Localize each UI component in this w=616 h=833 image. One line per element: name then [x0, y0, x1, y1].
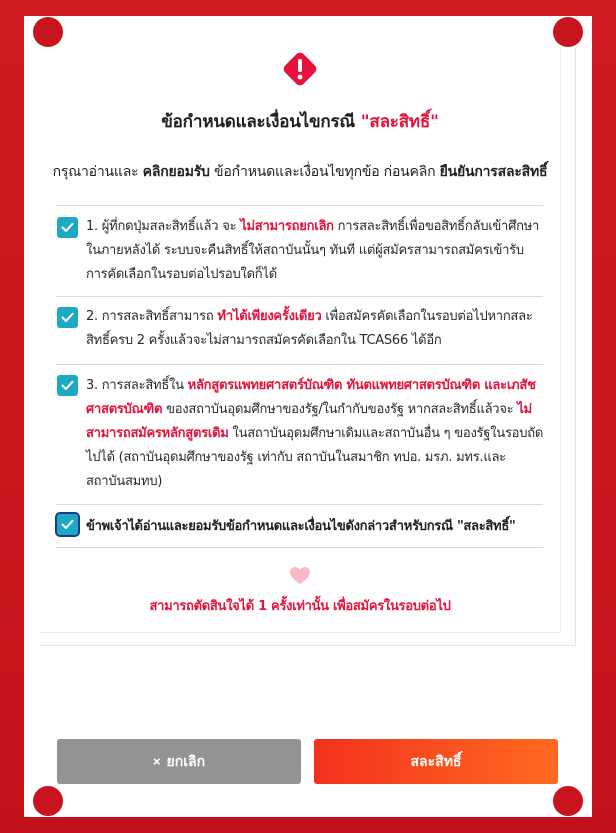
term-segment: การสละสิทธิ์เพื่อขอสิทธิ์กลับเข้าศึกษาในภายหลังได้ ระบบจะคืนสิทธิ์ให้สถาบันนั้นๆ ทันที แต่ผู้สมัครสามารถสมัครเข้ารับการคัดเลือกในรอบต่อไปรอบใดก็ได้: [86, 219, 540, 282]
subtitle-emphasis: คลิกยอมรับ: [142, 164, 210, 180]
term-text-1: [86, 215, 544, 287]
agreement-checkbox[interactable]: [57, 514, 78, 535]
term-text-2: [86, 305, 544, 353]
term-emphasis: ไม่สามารถยกเลิก: [240, 219, 334, 234]
cancel-button[interactable]: [57, 739, 301, 784]
agreement-label[interactable]: ข้าพเจ้าได้อ่านและยอมรับข้อกำหนดและเงื่อนไขดังกล่าวสำหรับกรณี "สละสิทธิ์": [86, 519, 516, 534]
term-emphasis: ทำได้เพียงครั้งเดียว: [217, 309, 322, 324]
confirm-label: สละสิทธิ์: [410, 752, 462, 769]
check-icon: [61, 519, 74, 530]
dialog-title: [40, 108, 560, 135]
heart-icon: [289, 566, 311, 586]
term-segment: เพื่อสมัครคัดเลือกในรอบต่อไปหากสละสิทธิ์ครบ 2 ครั้งแล้วจะไม่สามารถสมัครคัดเลือกใน TCAS66 ได้อีก: [86, 309, 533, 348]
term-text-3: [86, 374, 544, 494]
frame-notch: [33, 786, 63, 816]
dialog-subtitle: [40, 161, 560, 183]
term-checkbox-3[interactable]: [57, 375, 78, 396]
term-item-2: [56, 297, 543, 365]
term-segment: 2. การสละสิทธิ์สามารถ: [86, 309, 218, 324]
warning-diamond-icon: [279, 48, 321, 90]
term-emphasis: หลักสูตรแพทยศาสตร์บัณฑิต ทันตแพทยศาสตรบัณฑิต และเภสัชศาสตรบัณฑิต: [86, 378, 536, 417]
confirm-waive-button[interactable]: [314, 739, 558, 784]
term-segment: 1. ผู้ที่กดปุ่มสละสิทธิ์แล้ว จะ: [86, 219, 241, 234]
frame-notch: [33, 17, 63, 47]
subtitle-text: ข้อกำหนดและเงื่อนไขทุกข้อ ก่อนคลิก: [209, 164, 440, 180]
term-checkbox-1[interactable]: [57, 217, 78, 238]
term-segment: 3. การสละสิทธิ์ใน: [86, 378, 188, 393]
cancel-label: ยกเลิก: [166, 752, 206, 769]
check-icon: [61, 312, 74, 323]
title-text: ข้อกำหนดและเงื่อนไขกรณี: [161, 112, 356, 132]
frame-notch: [553, 786, 583, 816]
subtitle-text: กรุณาอ่านและ: [52, 164, 143, 180]
term-segment: ของสถาบันอุดมศึกษาของรัฐ/ในกำกับของรัฐ หากสละสิทธิ์แล้วจะ: [162, 402, 518, 417]
term-item-1: [56, 205, 543, 297]
subtitle-emphasis: ยืนยันการสละสิทธิ์: [439, 164, 548, 180]
check-icon: [61, 222, 74, 233]
check-icon: [61, 380, 74, 391]
term-emphasis: ไม่สามารถสมัครหลักสูตรเดิม: [86, 402, 532, 441]
term-segment: ในสถาบันอุดมศึกษาเดิมและสถาบันอื่น ๆ ของรัฐในรอบถัดไปได้ (สถาบันอุดมศึกษาของรัฐ เท่ากับ สถาบันในสมาชิก ทปอ. มรภ. มทร.และสถาบันสมทบ): [86, 426, 544, 489]
agreement-row: [56, 505, 543, 548]
title-highlight: "สละสิทธิ์": [360, 112, 439, 132]
frame-notch: [553, 17, 583, 47]
close-icon: ×: [152, 754, 161, 769]
notice-text: สามารถตัดสินใจได้ 1 ครั้งเท่านั้น เพื่อสมัครในรอบต่อไป: [149, 599, 451, 614]
term-checkbox-2[interactable]: [57, 307, 78, 328]
term-item-3: [56, 365, 543, 505]
